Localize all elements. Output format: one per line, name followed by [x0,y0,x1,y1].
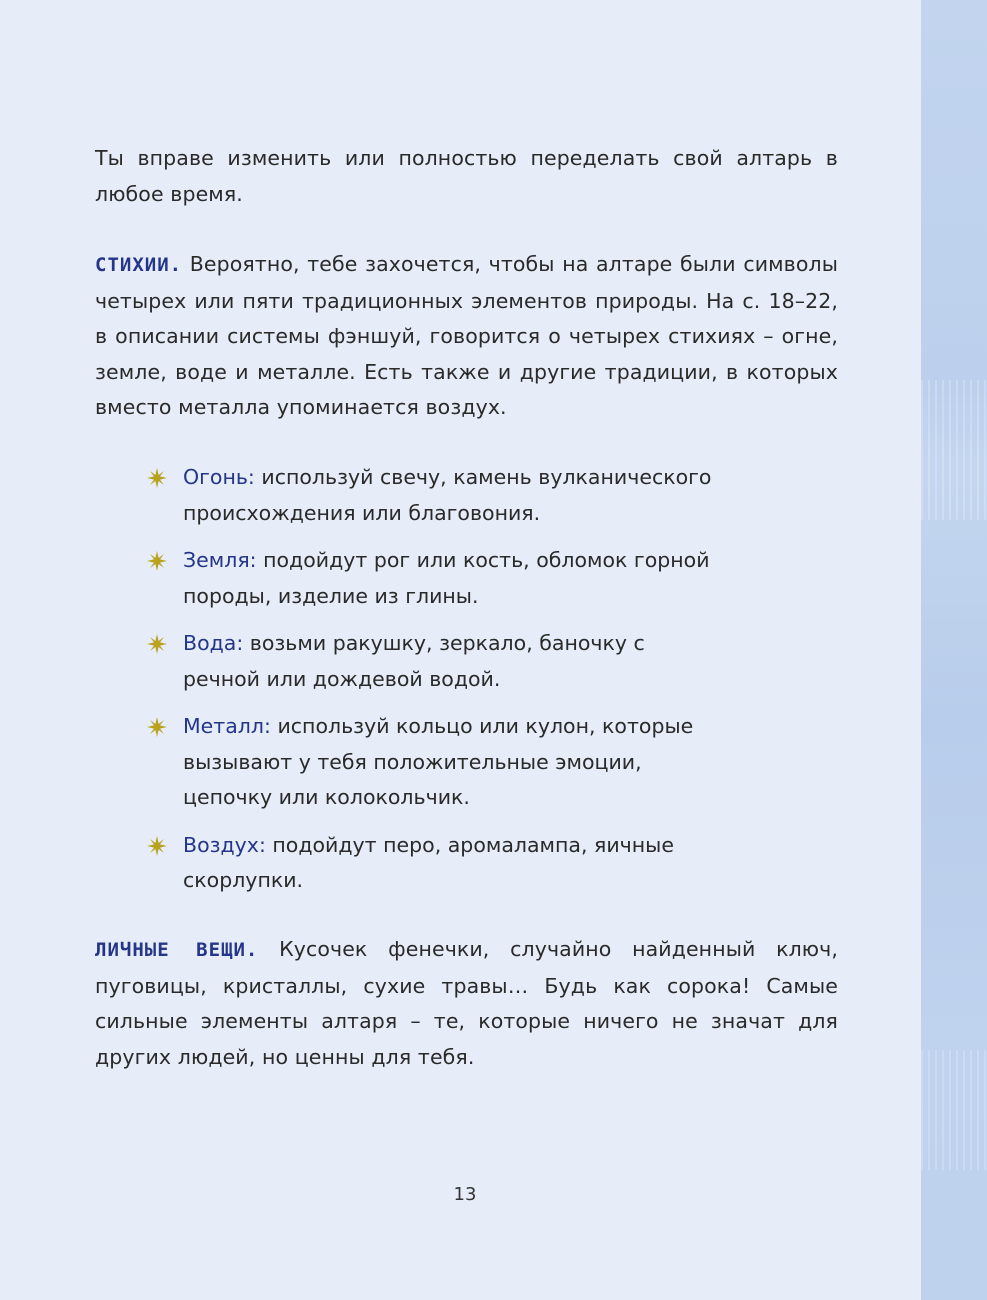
personal-text: Кусочек фенечки, случайно найденный ключ, пуговицы, кристаллы, сухие травы… Будь как сорока! Самые сильные элементы алтаря – те, которые ничего не значат для других людей, но ценны для тебя. [95,937,838,1069]
strip-texture [921,380,987,520]
elements-paragraph [95,247,838,426]
earth-term: Земля: [183,548,257,572]
star-bullet-icon [147,717,167,737]
water-term: Вода: [183,631,244,655]
star-bullet-icon [147,836,167,856]
star-bullet-icon [147,634,167,654]
metal-term: Металл: [183,714,271,738]
page-number: 13 [453,1184,477,1205]
list-item-water [145,626,725,697]
fire-text: используй свечу, камень вулканического происхождения или благовония. [183,465,712,525]
earth-text: подойдут рог или кость, обломок горной породы, изделие из глины. [183,548,710,608]
fire-term: Огонь: [183,465,255,489]
elements-heading: СТИХИИ. [95,254,183,276]
list-item-metal [145,709,725,816]
list-item-earth [145,543,725,614]
metal-text: используй кольцо или кулон, которые вызывают у тебя положительные эмоции, цепочку или колокольчик. [183,714,694,809]
intro-paragraph [95,141,838,212]
decorative-side-strip [921,0,987,1300]
list-item-fire [145,460,725,531]
water-text: возьми ракушку, зеркало, баночку с речной или дождевой водой. [183,631,645,691]
air-term: Воздух: [183,832,266,857]
star-bullet-icon [147,468,167,488]
star-bullet-icon [147,551,167,571]
list-item-air [145,828,725,899]
personal-paragraph [95,932,838,1075]
strip-texture [921,1050,987,1170]
intro-text: Ты вправе изменить или полностью переделать свой алтарь в любое время. [95,146,838,206]
elements-text: Вероятно, тебе захочется, чтобы на алтаре были символы четырех или пяти традиционных элементов природы. На с. 18–22, в описании системы фэншуй, говорится о четырех стихиях – огне, земле, воде и металле. Есть также и другие традиции, в которых вместо металла упоминается воздух. [95,252,838,419]
air-text: подойдут перо, аромалампа, яичные скорлупки. [183,832,674,892]
elements-list [145,460,725,911]
personal-heading: ЛИЧНЫЕ ВЕЩИ. [95,939,259,961]
